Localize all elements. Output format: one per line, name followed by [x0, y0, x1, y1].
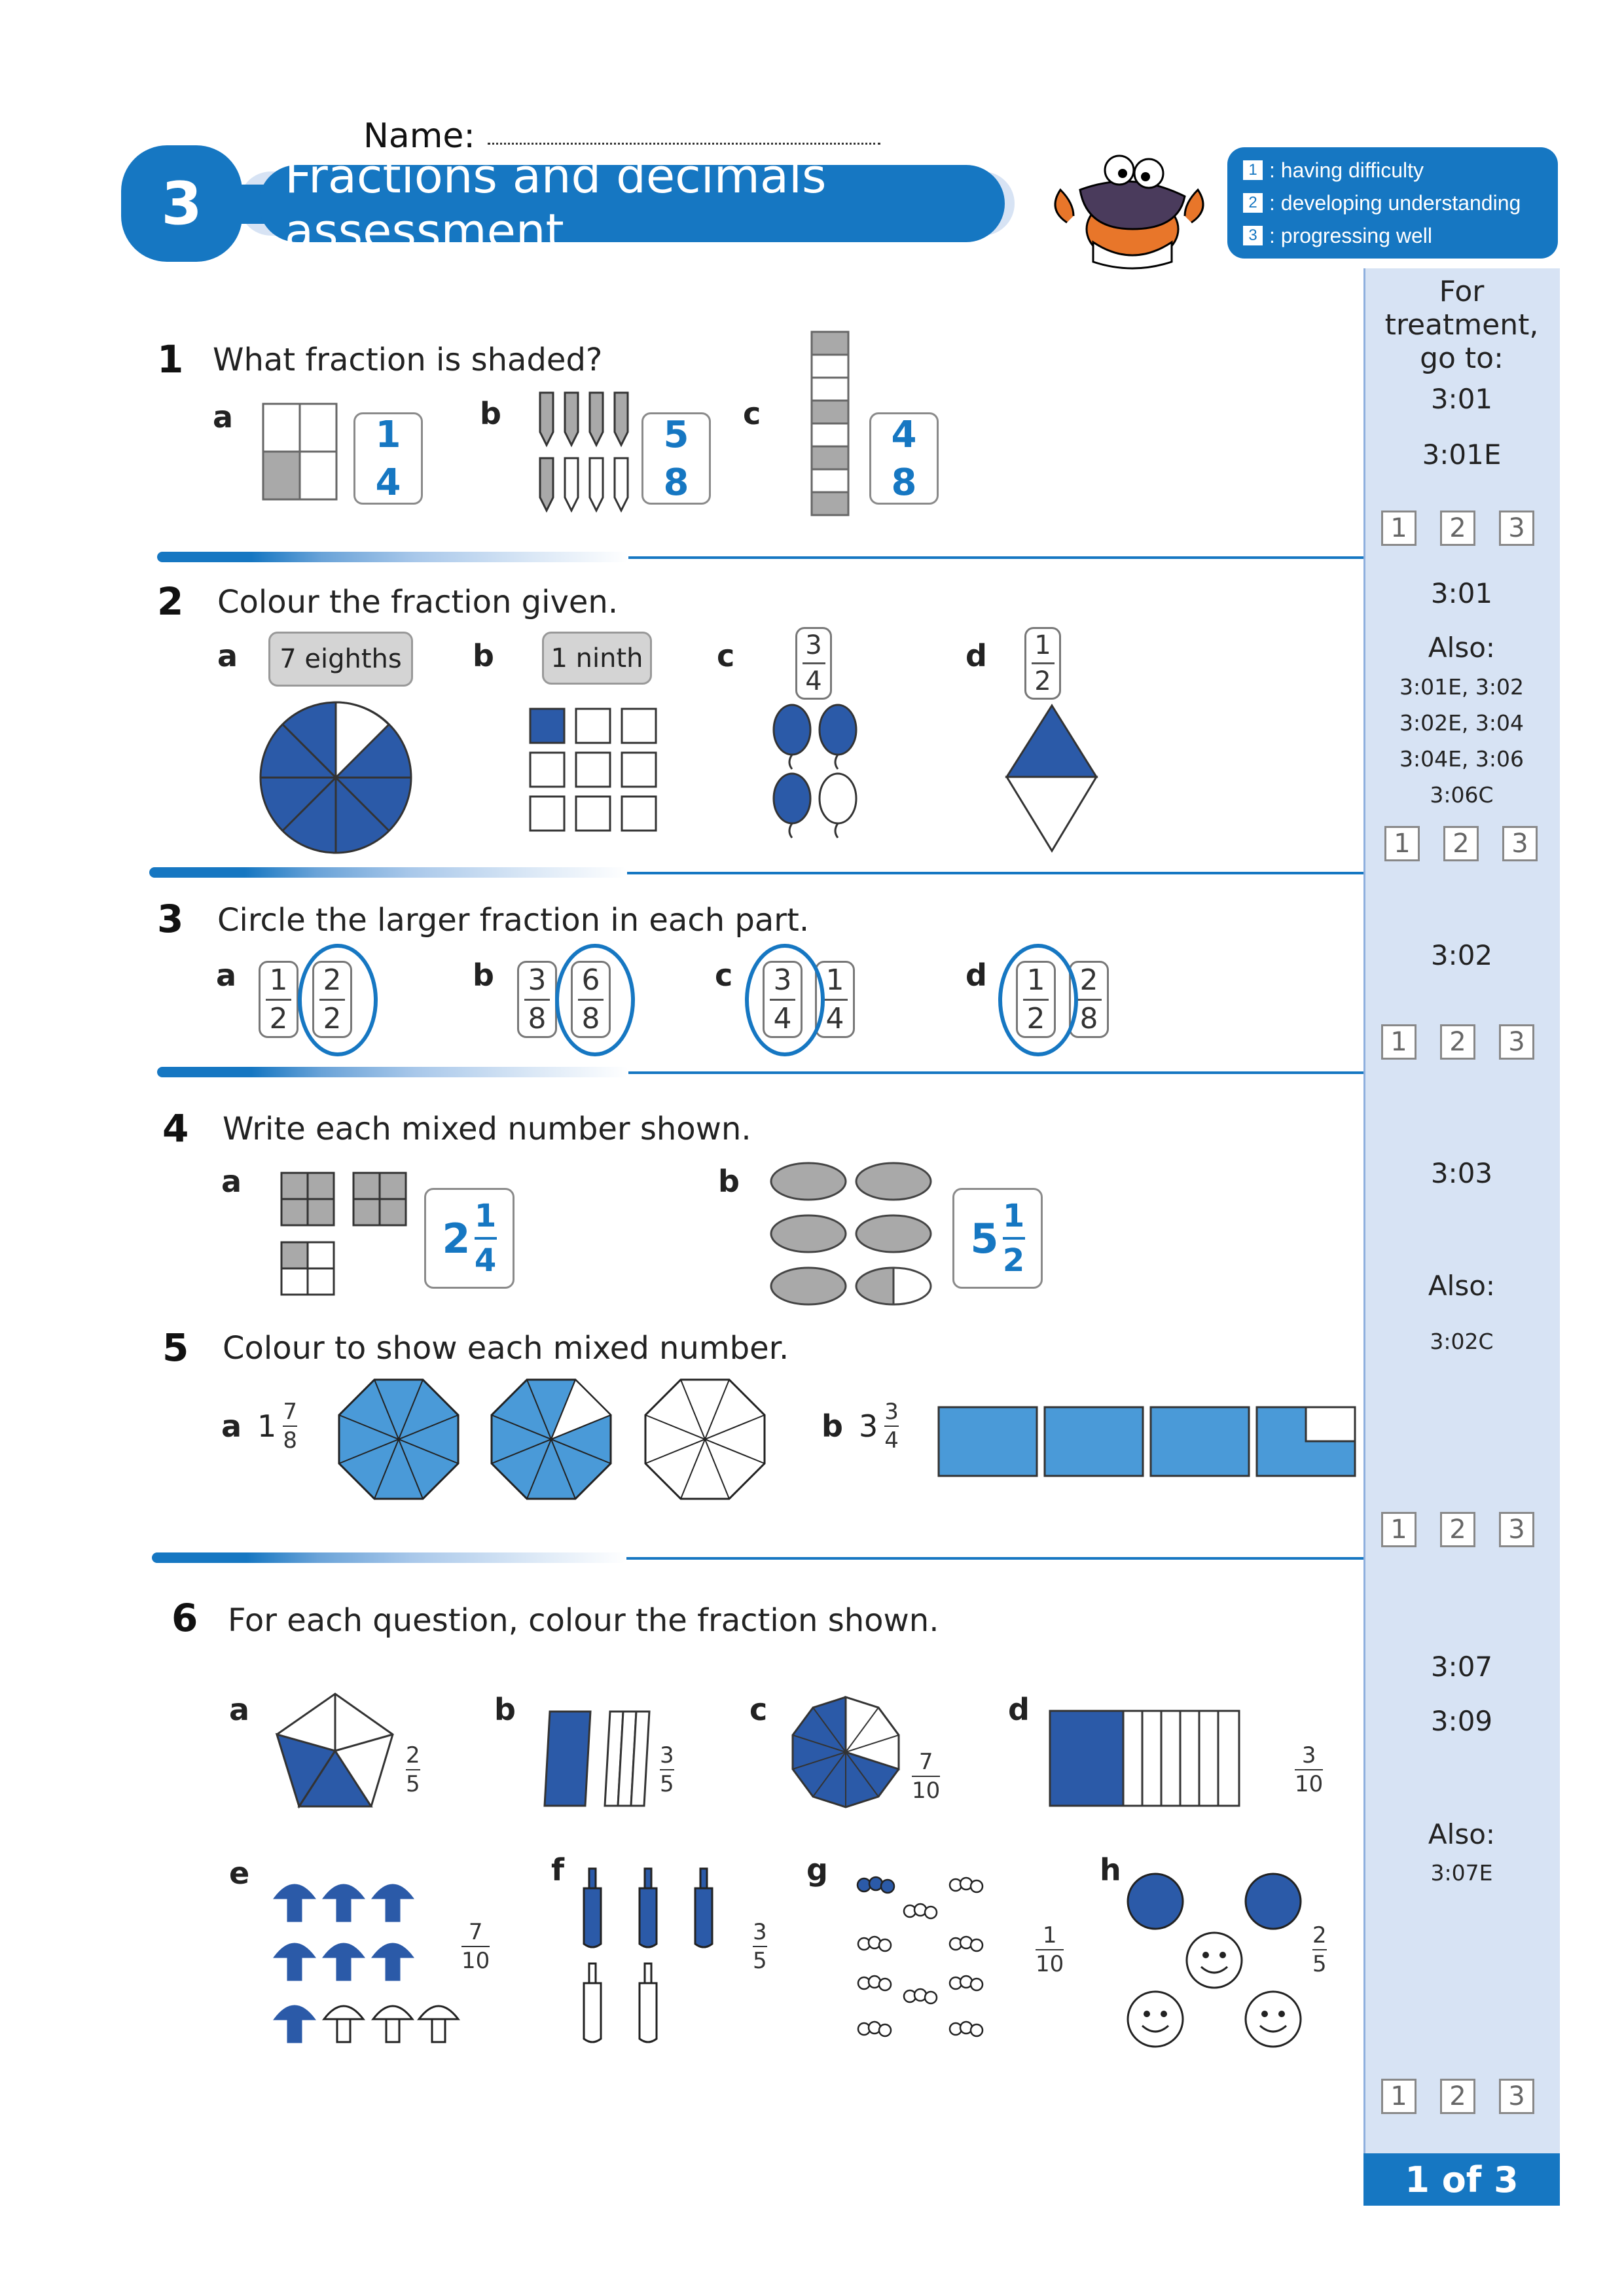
- part-label: a: [229, 1692, 250, 1727]
- denominator: 2: [269, 1001, 288, 1035]
- pencils-diagram: [533, 386, 651, 524]
- denominator: 8: [528, 1001, 547, 1035]
- ovals-diagram: [769, 1162, 939, 1309]
- denominator: 10: [1036, 1951, 1064, 1977]
- crab-mascot-icon: [1041, 144, 1218, 275]
- part-label: d: [1008, 1692, 1030, 1727]
- fraction: [283, 1401, 297, 1452]
- treatment-ref: 3:01: [1430, 383, 1493, 415]
- legend-number: 3: [1243, 226, 1263, 245]
- question-text: What fraction is shaded?: [213, 342, 603, 378]
- answer-numerator: 4: [891, 413, 917, 456]
- rating-box-2[interactable]: 2: [1440, 2079, 1475, 2114]
- rating-box-3[interactable]: 3: [1499, 2079, 1534, 2114]
- denominator: 4: [773, 1001, 792, 1035]
- part-label: d: [965, 958, 987, 993]
- octagon-shape-full[interactable]: [337, 1378, 461, 1502]
- decagon-shape[interactable]: [789, 1695, 903, 1810]
- page-title: Fractions and decimals assessment: [259, 165, 1005, 242]
- denominator: 2: [323, 1001, 342, 1035]
- rating-boxes-q3: [1381, 1024, 1534, 1060]
- treatment-ref: 3:01: [1430, 577, 1493, 609]
- question-number: 3: [157, 897, 184, 941]
- part-label: c: [717, 638, 735, 673]
- numerator: 2: [1312, 1922, 1327, 1948]
- legend-row-3: [1243, 219, 1542, 252]
- treatment-ref: 3:03: [1430, 1157, 1493, 1189]
- also-ref: 3:01E, 3:02: [1399, 674, 1525, 700]
- section-divider-line: [628, 1071, 1363, 1074]
- unit-badge: 3: [121, 145, 242, 262]
- part-label: b: [494, 1692, 516, 1727]
- question-text: Write each mixed number shown.: [223, 1111, 751, 1147]
- section-divider: [152, 1552, 626, 1563]
- numerator: 7: [283, 1399, 297, 1425]
- denominator: 8: [1079, 1001, 1098, 1035]
- numerator: 3: [773, 963, 792, 997]
- rating-box-2[interactable]: 2: [1440, 1024, 1475, 1060]
- numerator: 1: [269, 963, 288, 997]
- numerator: 2: [1079, 963, 1098, 997]
- legend-text: : having difficulty: [1269, 158, 1424, 182]
- also-label: Also:: [1428, 1270, 1496, 1302]
- octagon-shape-empty[interactable]: [643, 1378, 768, 1502]
- rating-box-1[interactable]: 1: [1381, 1512, 1416, 1547]
- legend-row-1: [1243, 154, 1542, 187]
- section-divider: [149, 867, 627, 878]
- legend-number: 1: [1243, 160, 1263, 180]
- part-label: a: [221, 1164, 242, 1199]
- part-label: c: [715, 958, 733, 993]
- legend-number: 2: [1243, 193, 1263, 213]
- part-label: b: [473, 638, 494, 673]
- question-number: 4: [162, 1106, 189, 1151]
- rating-box-1[interactable]: 1: [1381, 1024, 1416, 1060]
- squares-diagram: [280, 1172, 411, 1299]
- numerator: 1: [1026, 963, 1045, 997]
- answer-circle: [745, 944, 825, 1056]
- numerator: 3: [805, 630, 822, 660]
- numerator: 1: [1042, 1922, 1057, 1948]
- strip-diagram: [810, 331, 851, 520]
- numerator: 3: [1301, 1742, 1316, 1768]
- part-label: a: [217, 638, 238, 673]
- fraction-tag: 7 eighths: [268, 632, 413, 687]
- rating-legend: [1227, 147, 1558, 259]
- shaded-square-diagram: [262, 403, 337, 501]
- mixed-number-b: [821, 1401, 899, 1452]
- fraction: [1295, 1744, 1323, 1795]
- question-text: Colour to show each mixed number.: [223, 1330, 789, 1367]
- treatment-ref: 3:07: [1430, 1651, 1493, 1683]
- cricket-bats-diagram[interactable]: [569, 1865, 733, 2049]
- mushrooms-diagram[interactable]: [268, 1875, 465, 2052]
- rhombus-diagram[interactable]: [1005, 704, 1100, 854]
- part-label: c: [743, 396, 761, 431]
- rating-box-2[interactable]: 2: [1440, 511, 1475, 546]
- grid-diagram[interactable]: [527, 706, 668, 836]
- part-label: a: [221, 1408, 242, 1444]
- fraction: [406, 1744, 420, 1795]
- part-label: b: [480, 396, 501, 431]
- numerator: 3: [528, 963, 547, 997]
- answer-numerator: 5: [663, 413, 689, 456]
- numerator: 7: [918, 1749, 933, 1775]
- part-label: g: [806, 1852, 828, 1888]
- part-label: h: [1100, 1852, 1121, 1888]
- caterpillars-diagram[interactable]: [851, 1872, 1008, 2049]
- whole-number: 1: [257, 1408, 277, 1444]
- mixed-answer-card: [424, 1188, 514, 1289]
- question-number: 2: [157, 579, 184, 624]
- answer-numerator: 1: [375, 413, 401, 456]
- answer-denominator: 8: [891, 461, 917, 504]
- also-ref: 3:02E, 3:04: [1399, 710, 1525, 736]
- denominator: 4: [825, 1001, 844, 1035]
- fraction-tag: 1 ninth: [542, 632, 652, 685]
- answer-denominator: 4: [375, 461, 401, 504]
- whole-number: 2: [442, 1214, 471, 1263]
- fraction: [753, 1921, 767, 1972]
- rating-box-2[interactable]: 2: [1440, 1512, 1475, 1547]
- section-divider: [157, 1067, 628, 1077]
- denominator: 10: [1295, 1771, 1324, 1797]
- treatment-ref: 3:01E: [1422, 439, 1502, 471]
- fraction: [461, 1921, 490, 1972]
- treatment-ref: 3:09: [1430, 1705, 1493, 1737]
- rating-box-1[interactable]: 1: [1384, 826, 1420, 861]
- numerator: 3: [660, 1742, 674, 1768]
- fraction: [660, 1744, 674, 1795]
- answer-numerator: 1: [474, 1198, 497, 1234]
- denominator: 10: [912, 1778, 941, 1804]
- fraction-card[interactable]: [517, 961, 557, 1038]
- section-divider: [157, 552, 628, 562]
- legend-row-2: [1243, 187, 1542, 219]
- answer-circle: [998, 944, 1078, 1056]
- fraction-card[interactable]: [259, 961, 298, 1038]
- numerator: 2: [406, 1742, 420, 1768]
- name-field[interactable]: [488, 143, 880, 145]
- rating-box-3[interactable]: 3: [1502, 826, 1538, 861]
- also-label: Also:: [1428, 632, 1496, 664]
- denominator: 5: [1312, 1951, 1327, 1977]
- part-label: b: [473, 958, 494, 993]
- numerator: 2: [323, 963, 342, 997]
- rating-box-3[interactable]: 3: [1499, 1024, 1534, 1060]
- fraction: [884, 1401, 899, 1452]
- also-ref: 3:06C: [1430, 782, 1494, 808]
- rating-box-3[interactable]: 3: [1499, 511, 1534, 546]
- answer-denominator: 2: [1002, 1242, 1025, 1279]
- denominator: 5: [406, 1771, 420, 1797]
- question-number: 6: [171, 1596, 198, 1640]
- part-label: c: [749, 1692, 768, 1727]
- denominator: 4: [884, 1427, 899, 1454]
- page-indicator: 1 of 3: [1363, 2153, 1560, 2206]
- smiley-faces-diagram[interactable]: [1126, 1865, 1309, 2055]
- treatment-heading: For treatment, go to:: [1384, 275, 1539, 375]
- part-label: d: [965, 638, 987, 673]
- fraction: [912, 1751, 940, 1802]
- mixed-answer-card: [952, 1188, 1043, 1289]
- part-label: b: [718, 1164, 740, 1199]
- legend-text: : developing understanding: [1269, 190, 1521, 215]
- part-label: a: [216, 958, 237, 993]
- denominator: 4: [805, 666, 822, 696]
- question-number: 1: [157, 337, 184, 382]
- numerator: 3: [884, 1399, 899, 1425]
- rating-box-1[interactable]: 1: [1381, 2079, 1416, 2114]
- answer-denominator: 8: [663, 461, 689, 504]
- answer-denominator: 4: [474, 1242, 497, 1279]
- denominator: 5: [753, 1948, 767, 1974]
- section-divider-line: [628, 556, 1363, 559]
- legend-text: : progressing well: [1269, 223, 1432, 247]
- rating-box-2[interactable]: 2: [1443, 826, 1479, 861]
- rectangle-strips[interactable]: [1049, 1710, 1242, 1808]
- numerator: 7: [468, 1919, 483, 1945]
- also-ref: 3:04E, 3:06: [1399, 746, 1525, 772]
- numerator: 1: [825, 963, 844, 997]
- question-text: Colour the fraction given.: [217, 584, 619, 620]
- rating-boxes-q1: [1381, 511, 1534, 546]
- answer-card: [641, 412, 711, 505]
- part-label: b: [821, 1408, 843, 1444]
- denominator: 2: [1026, 1001, 1045, 1035]
- fraction-card: [1024, 627, 1061, 700]
- also-label: Also:: [1428, 1818, 1496, 1850]
- also-ref: 3:02C: [1430, 1329, 1494, 1354]
- whole-number: 3: [858, 1408, 878, 1444]
- treatment-ref: 3:02: [1430, 939, 1493, 971]
- denominator: 2: [1034, 666, 1051, 696]
- pie-diagram[interactable]: [259, 700, 416, 857]
- numerator: 6: [581, 963, 600, 997]
- fraction-card: [795, 627, 832, 700]
- answer-circle: [555, 944, 635, 1056]
- pentagon-shape[interactable]: [275, 1692, 396, 1810]
- part-label: f: [551, 1852, 565, 1888]
- rating-box-1[interactable]: 1: [1381, 511, 1416, 546]
- denominator: 8: [283, 1427, 297, 1454]
- section-divider-line: [626, 1557, 1363, 1560]
- balloons-diagram[interactable]: [769, 700, 867, 848]
- rating-boxes-q2: [1384, 826, 1538, 861]
- part-label: e: [229, 1856, 250, 1891]
- answer-card: [869, 412, 939, 505]
- answer-circle: [298, 944, 378, 1056]
- denominator: 10: [461, 1948, 490, 1974]
- answer-card: [353, 412, 423, 505]
- rectangles-diagram[interactable]: [937, 1406, 1363, 1479]
- question-number: 5: [162, 1325, 189, 1370]
- whole-number: 5: [970, 1214, 999, 1263]
- parallelogram-strips[interactable]: [545, 1710, 659, 1808]
- numerator: 1: [1034, 630, 1051, 660]
- denominator: 8: [581, 1001, 600, 1035]
- part-label: a: [213, 399, 234, 435]
- rating-box-3[interactable]: 3: [1499, 1512, 1534, 1547]
- also-ref: 3:07E: [1430, 1860, 1493, 1886]
- section-divider-line: [627, 872, 1363, 874]
- mixed-number-a: [221, 1401, 297, 1452]
- name-label: Name:: [363, 117, 475, 156]
- fraction: [1312, 1924, 1327, 1975]
- answer-numerator: 1: [1002, 1198, 1025, 1234]
- rating-boxes-q6: [1381, 2079, 1534, 2114]
- question-text: Circle the larger fraction in each part.: [217, 902, 810, 939]
- question-text: For each question, colour the fraction shown.: [228, 1602, 939, 1639]
- octagon-shape-partial[interactable]: [490, 1378, 614, 1502]
- numerator: 3: [753, 1919, 767, 1945]
- denominator: 5: [660, 1771, 674, 1797]
- rating-boxes-q4-5: [1381, 1512, 1534, 1547]
- fraction: [1036, 1924, 1064, 1975]
